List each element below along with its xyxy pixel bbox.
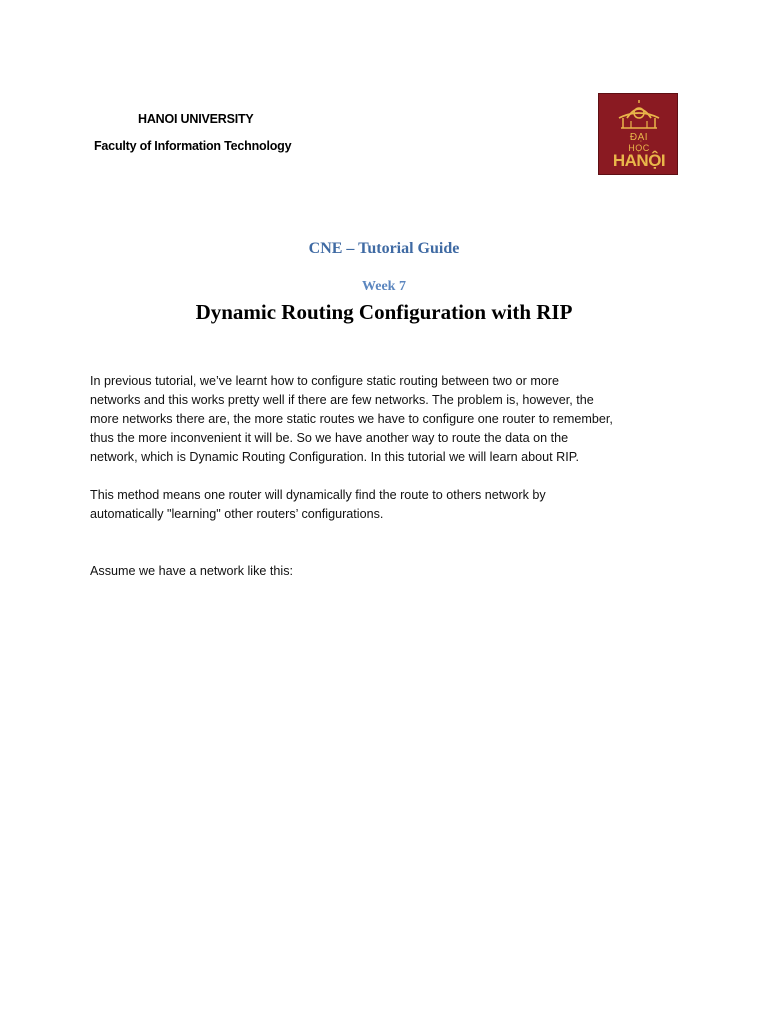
paragraph-line: automatically "learning" other routers’ configurations. [90, 506, 384, 521]
assume-paragraph [90, 562, 690, 581]
logo-text-dai: ĐẠI [629, 132, 649, 143]
faculty-name: Faculty of Information Technology [94, 139, 292, 153]
paragraph-line: network, which is Dynamic Routing Configuration. In this tutorial we will learn about RIP. [90, 449, 580, 464]
paragraph-line: thus the more inconvenient it will be. So we have another way to route the data on the [90, 430, 569, 445]
logo-text-hoc: HỌC [628, 143, 650, 153]
week-label: Week 7 [362, 279, 406, 294]
university-logo [598, 93, 678, 175]
document-subtitle: CNE – Tutorial Guide [308, 240, 460, 257]
logo-text-hanoi: HANỘI [612, 151, 666, 170]
intro-paragraph [90, 372, 690, 467]
document-title: Dynamic Routing Configuration with RIP [195, 300, 573, 324]
paragraph-line: more networks there are, the more static routes we have to configure one router to remember, [90, 411, 613, 426]
university-name: HANOI UNIVERSITY [138, 112, 254, 126]
paragraph-line: Assume we have a network like this: [90, 564, 293, 578]
paragraph-line: This method means one router will dynamically find the route to others network by [90, 488, 546, 502]
temple-emblem-icon [599, 94, 679, 134]
paragraph-line: networks and this works pretty well if there are few networks. The problem is, however, the [90, 392, 594, 407]
paragraph-line: In previous tutorial, we’ve learnt how to configure static routing between two or more [90, 374, 560, 388]
method-paragraph [90, 486, 690, 524]
